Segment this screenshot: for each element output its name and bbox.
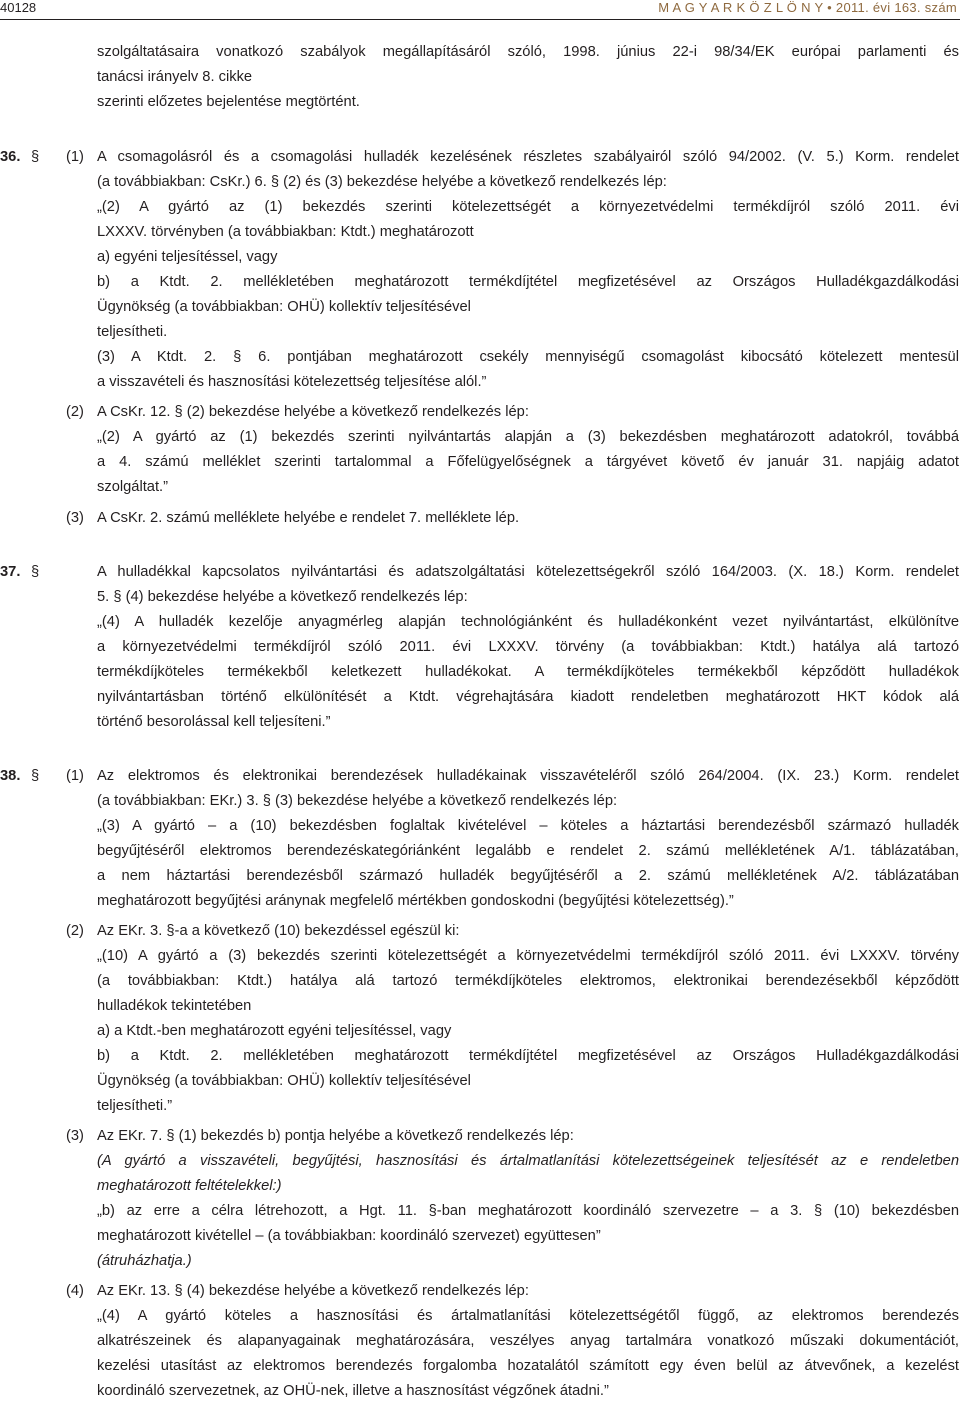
journal-title: M A G Y A R K Ö Z L Ö N Y • 2011. évi 163. szám [658, 0, 957, 15]
section-sign: § [31, 149, 40, 165]
section-sign: § [31, 564, 40, 580]
text-line: szolgáltatásaira vonatkozó szabályok megállapításáról szóló, 1998. június 22-i 98/34/EK európai parlamenti és [97, 44, 959, 60]
text-line: Ügynökség (a továbbiakban: OHÜ) kollektív teljesítésével [97, 1073, 471, 1089]
text-line: „(4) A hulladék kezelője anyagmérleg alapján technológiánként és hulladékonként vezet nyilvántartást, elkülönítve [97, 614, 959, 630]
italic-text-line: meghatározott feltételekkel:) [97, 1178, 282, 1194]
text-line: a) egyéni teljesítéssel, vagy [97, 249, 278, 265]
text-line: A CsKr. 2. számú melléklete helyébe e rendelet 7. melléklete lép. [97, 510, 520, 526]
text-line: (3) A Ktdt. 2. § 6. pontjában meghatározott csekély mennyiségű csomagolást kibocsátó kötelezett mentesül [97, 349, 959, 365]
text-line: (a továbbiakban: CsKr.) 6. § (2) és (3) bekezdése helyébe a következő rendelkezés lép: [97, 174, 667, 190]
text-line: „b) az erre a célra létrehozott, a Hgt. 11. §-ban meghatározott koordináló szervezetre – a 3. § (10) bekezdésben [97, 1203, 959, 1219]
paragraph-number: (2) [66, 923, 84, 939]
text-line: A CsKr. 12. § (2) bekezdése helyébe a következő rendelkezés lép: [97, 404, 529, 420]
text-line: történő besorolással kell teljesíteni.” [97, 714, 331, 730]
text-line: „(2) A gyártó az (1) bekezdés szerinti kötelezettségét a környezetvédelmi termékdíjról szóló 2011. évi [97, 199, 959, 215]
text-line: Az EKr. 3. §-a a következő (10) bekezdéssel egészül ki: [97, 923, 460, 939]
text-line: Ügynökség (a továbbiakban: OHÜ) kollektív teljesítésével [97, 299, 471, 315]
text-line: a visszavételi és hasznosítási kötelezettség teljesítése alól.” [97, 374, 487, 390]
page-header [0, 0, 960, 24]
header-rule [0, 19, 960, 20]
text-line: alkatrészeinek és alapanyagainak meghatározására, veszélyes anyag tartalmára vonatkozó műszaki dokumentációt, [97, 1333, 959, 1349]
paragraph-number: (4) [66, 1283, 84, 1299]
paragraph-number: (2) [66, 404, 84, 420]
text-line: b) a Ktdt. 2. mellékletében meghatározott termékdíjtétel megfizetésével az Országos Hulladékgazdálkodási [97, 274, 959, 290]
text-line: koordináló szervezetnek, az OHÜ-nek, illetve a hasznosítást végzőnek átadni.” [97, 1383, 609, 1399]
text-line: Az elektromos és elektronikai berendezések hulladékainak visszavételéről szóló 264/2004. (IX. 23.) Korm. rendelet [97, 768, 959, 784]
text-line: Az EKr. 13. § (4) bekezdése helyébe a következő rendelkezés lép: [97, 1283, 529, 1299]
text-line: szerinti előzetes bejelentése megtörtént. [97, 94, 360, 110]
text-line: begyűjtéséről elektromos berendezéskategóriánként legalább e rendelet 2. számú mellékletének A/1. táblázatában, [97, 843, 959, 859]
italic-text-line: (A gyártó a visszavételi, begyűjtési, hasznosítási és ártalmatlanítási kötelezettségeinek teljesítését az e rendeletben [97, 1153, 959, 1169]
text-line: b) a Ktdt. 2. mellékletében meghatározott termékdíjtétel megfizetésével az Országos Hulladékgazdálkodási [97, 1048, 959, 1064]
text-line: meghatározott begyűjtési aránynak megfelelő mértékben gondoskodni (begyűjtési kötelezettség).” [97, 893, 734, 909]
text-line: tanácsi irányelv 8. cikke [97, 69, 253, 85]
text-line: „(3) A gyártó – a (10) bekezdésben foglaltak kivételével – köteles a háztartási berendezésből származó hulladék [97, 818, 959, 834]
text-line: nyilvántartásban történő elkülönítését a Ktdt. végrehajtására kiadott rendeletben meghatározott HKT kódok alá [97, 689, 959, 705]
text-line: a 4. számú melléklet szerinti tartalommal a Főfelügyelőségnek a tárgyévet követő év január 31. napjáig adatot [97, 454, 959, 470]
section-number: 37. [0, 564, 21, 580]
text-line: hulladékok tekintetében [97, 998, 252, 1014]
text-line: „(2) A gyártó az (1) bekezdés szerinti nyilvántartás alapján a (3) bekezdésben meghatározott adatokról, továbbá [97, 429, 959, 445]
text-line: LXXXV. törvényben (a továbbiakban: Ktdt.) meghatározott [97, 224, 474, 240]
page-number: 40128 [0, 0, 37, 15]
text-line: „(4) A gyártó köteles a hasznosítási és ártalmatlanítási kötelezettségétől függő, az elektromos berendezés [97, 1308, 959, 1324]
text-line: 5. § (4) bekezdése helyébe a következő rendelkezés lép: [97, 589, 468, 605]
text-line: (a továbbiakban: Ktdt.) hatálya alá tartozó termékdíjköteles elektromos, elektronikai berendezésekből képződött [97, 973, 959, 989]
text-line: „(10) A gyártó a (3) bekezdés szerinti kötelezettségét a környezetvédelmi termékdíjról szóló 2011. évi LXXXV. törvény [97, 948, 959, 964]
text-line: a környezetvédelmi termékdíjról szóló 2011. évi LXXXV. törvény (a továbbiakban: Ktdt.) hatálya alá tartozó [97, 639, 959, 655]
text-line: kezelési utasítást az elektromos berendezés forgalomba hozatalától számított egy éven belül az átvevőnek, a kezelést [97, 1358, 959, 1374]
paragraph-number: (1) [66, 768, 84, 784]
text-line: termékdíjköteles termékekből keletkezett hulladékokat. A termékdíjköteles termékekből képződött hulladékok [97, 664, 959, 680]
text-line: szolgáltat.” [97, 479, 169, 495]
text-line: A csomagolásról és a csomagolási hulladék kezelésének részletes szabályairól szóló 94/2002. (V. 5.) Korm. rendelet [97, 149, 959, 165]
text-line: (a továbbiakban: EKr.) 3. § (3) bekezdése helyébe a következő rendelkezés lép: [97, 793, 618, 809]
text-line: a) a Ktdt.-ben meghatározott egyéni teljesítéssel, vagy [97, 1023, 452, 1039]
section-number: 38. [0, 768, 21, 784]
paragraph-number: (1) [66, 149, 84, 165]
section-sign: § [31, 768, 40, 784]
text-line: Az EKr. 7. § (1) bekezdés b) pontja helyébe a következő rendelkezés lép: [97, 1128, 574, 1144]
text-line: a nem háztartási berendezésből származó hulladék begyűjtéséről a 2. számú mellékletének A/2. táblázatában [97, 868, 959, 884]
section-number: 36. [0, 149, 21, 165]
text-line: A hulladékkal kapcsolatos nyilvántartási és adatszolgáltatási kötelezettségekről szóló 164/2003. (X. 18.) Korm. rendelet [97, 564, 959, 580]
italic-text-line: (átruházhatja.) [97, 1253, 192, 1269]
paragraph-number: (3) [66, 510, 84, 526]
text-line: meghatározott kivétellel – (a továbbiakban: koordináló szervezet) együttesen” [97, 1228, 601, 1244]
text-line: teljesítheti. [97, 324, 168, 340]
paragraph-number: (3) [66, 1128, 84, 1144]
text-line: teljesítheti.” [97, 1098, 173, 1114]
